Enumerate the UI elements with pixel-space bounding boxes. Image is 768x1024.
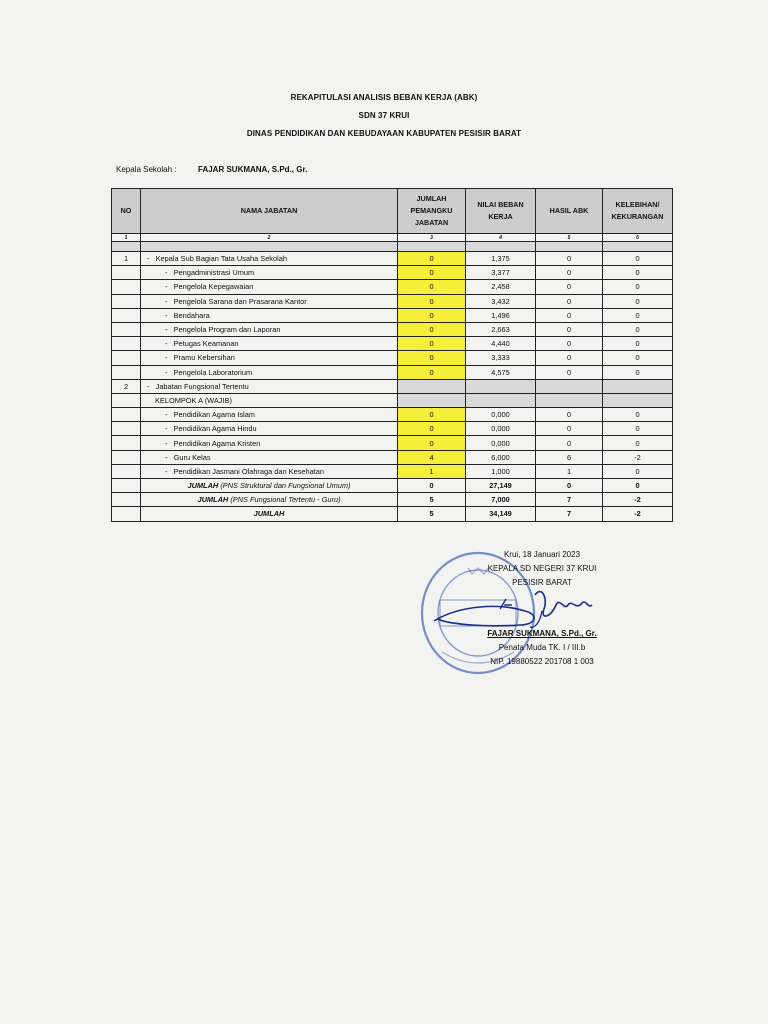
total-hasil: 7 bbox=[536, 493, 603, 507]
row-nilai: 1,496 bbox=[466, 308, 536, 322]
row-nilai: 3,377 bbox=[466, 266, 536, 280]
total-label-text: JUMLAH bbox=[187, 481, 219, 491]
row-number bbox=[112, 422, 141, 436]
row-kelebihan: 0 bbox=[603, 266, 673, 280]
signatory-rank: Penata Muda TK. I / III.b bbox=[498, 643, 586, 652]
total-jumlah: 0 bbox=[398, 479, 466, 493]
row-nilai: 4,575 bbox=[466, 365, 536, 379]
row-hasil: 0 bbox=[536, 308, 603, 322]
row-jumlah: 0 bbox=[398, 408, 466, 422]
row-hasil bbox=[536, 393, 603, 407]
row-hasil: 0 bbox=[536, 294, 603, 308]
row-jumlah: 1 bbox=[398, 464, 466, 478]
row-jumlah: 0 bbox=[398, 266, 466, 280]
document-title: REKAPITULASI ANALISIS BEBAN KERJA (ABK) bbox=[290, 93, 478, 102]
row-jabatan: - Pengelola Program dan Laporan bbox=[141, 322, 398, 336]
table-row bbox=[112, 436, 673, 450]
row-jabatan: - Bendahara bbox=[141, 308, 398, 322]
row-nilai: 3,432 bbox=[466, 294, 536, 308]
total-label bbox=[141, 479, 398, 493]
row-nilai: 0,000 bbox=[466, 422, 536, 436]
table-row bbox=[112, 294, 673, 308]
agency-name: DINAS PENDIDIKAN DAN KEBUDAYAAN KABUPATEN PESISIR BARAT bbox=[246, 129, 522, 138]
row-jabatan: - Kepala Sub Bagian Tata Usaha Sekolah bbox=[141, 252, 398, 266]
total-nilai: 27,149 bbox=[466, 479, 536, 493]
total-label-note: (PNS Fungsional Tertentu - Guru) bbox=[230, 495, 341, 505]
row-jumlah: 4 bbox=[398, 450, 466, 464]
row-hasil: 0 bbox=[536, 280, 603, 294]
table-row bbox=[112, 280, 673, 294]
row-number bbox=[112, 322, 141, 336]
total-label-text: JUMLAH bbox=[253, 509, 285, 519]
row-number: 2 bbox=[112, 379, 141, 393]
row-number bbox=[112, 266, 141, 280]
total-kelebihan: -2 bbox=[603, 507, 673, 521]
row-jumlah: 0 bbox=[398, 337, 466, 351]
table-row bbox=[112, 252, 673, 266]
table-row bbox=[112, 408, 673, 422]
row-number: 1 bbox=[112, 252, 141, 266]
table-row bbox=[112, 365, 673, 379]
total-hasil: 7 bbox=[536, 507, 603, 521]
row-nilai bbox=[466, 379, 536, 393]
row-nilai: 0,000 bbox=[466, 436, 536, 450]
table-row bbox=[112, 464, 673, 478]
signatory-name: FAJAR SUKMANA, S.Pd., Gr. bbox=[487, 629, 597, 638]
signature-role: KEPALA SD NEGERI 37 KRUI bbox=[487, 564, 597, 573]
total-hasil: 0 bbox=[536, 479, 603, 493]
row-jumlah: 0 bbox=[398, 365, 466, 379]
principal-label: Kepala Sekolah : bbox=[116, 165, 177, 174]
row-jumlah: 0 bbox=[398, 436, 466, 450]
table-row bbox=[112, 422, 673, 436]
total-label-text: JUMLAH bbox=[197, 495, 229, 505]
row-number bbox=[112, 308, 141, 322]
row-hasil: 0 bbox=[536, 337, 603, 351]
col-header-nama-jabatan: NAMA JABATAN bbox=[141, 189, 398, 234]
row-hasil: 0 bbox=[536, 408, 603, 422]
row-number bbox=[112, 450, 141, 464]
row-jumlah: 0 bbox=[398, 422, 466, 436]
row-hasil: 0 bbox=[536, 422, 603, 436]
row-hasil: 0 bbox=[536, 351, 603, 365]
row-jumlah: 0 bbox=[398, 351, 466, 365]
row-hasil: 0 bbox=[536, 365, 603, 379]
row-nilai: 1,000 bbox=[466, 464, 536, 478]
table-row bbox=[112, 450, 673, 464]
total-label bbox=[141, 493, 398, 507]
row-kelebihan: 0 bbox=[603, 351, 673, 365]
spacer-row bbox=[112, 242, 673, 252]
principal-name: FAJAR SUKMANA, S.Pd., Gr. bbox=[198, 165, 308, 174]
abk-table bbox=[111, 188, 673, 522]
table-row bbox=[112, 266, 673, 280]
total-blank bbox=[112, 507, 141, 521]
row-jumlah: 0 bbox=[398, 308, 466, 322]
row-kelebihan: 0 bbox=[603, 337, 673, 351]
row-jumlah bbox=[398, 393, 466, 407]
column-index: 2 bbox=[141, 234, 398, 242]
row-hasil: 0 bbox=[536, 436, 603, 450]
row-number bbox=[112, 464, 141, 478]
total-jumlah: 5 bbox=[398, 493, 466, 507]
row-nilai: 4,440 bbox=[466, 337, 536, 351]
row-jabatan: - Pengelola Sarana dan Prasarana Kantor bbox=[141, 294, 398, 308]
signatory-nip: NIP. 19880522 201708 1 003 bbox=[490, 657, 594, 666]
row-kelebihan: 0 bbox=[603, 422, 673, 436]
row-kelebihan bbox=[603, 379, 673, 393]
signature-place: PESISIR BARAT bbox=[512, 578, 572, 587]
row-number bbox=[112, 408, 141, 422]
row-kelebihan: 0 bbox=[603, 252, 673, 266]
row-nilai: 2,458 bbox=[466, 280, 536, 294]
total-blank bbox=[112, 479, 141, 493]
table-row bbox=[112, 308, 673, 322]
row-jabatan: KELOMPOK A (WAJIB) bbox=[141, 393, 398, 407]
column-index: 4 bbox=[466, 234, 536, 242]
row-number bbox=[112, 294, 141, 308]
row-jabatan: - Pengadministrasi Umum bbox=[141, 266, 398, 280]
row-kelebihan: 0 bbox=[603, 408, 673, 422]
total-jumlah: 5 bbox=[398, 507, 466, 521]
table-row bbox=[112, 337, 673, 351]
col-header-nilai: NILAI BEBAN KERJA bbox=[466, 189, 536, 234]
school-name: SDN 37 KRUI bbox=[358, 111, 410, 120]
column-index: 1 bbox=[112, 234, 141, 242]
row-jumlah: 0 bbox=[398, 322, 466, 336]
total-kelebihan: 0 bbox=[603, 479, 673, 493]
col-header-jumlah: JUMLAH PEMANGKU JABATAN bbox=[398, 189, 466, 234]
row-nilai: 6,000 bbox=[466, 450, 536, 464]
row-kelebihan: 0 bbox=[603, 294, 673, 308]
row-jabatan: - Pendidikan Jasmani Olahraga dan Kesehatan bbox=[141, 464, 398, 478]
total-nilai: 34,149 bbox=[466, 507, 536, 521]
signature-date: Krui, 18 Januari 2023 bbox=[503, 550, 581, 559]
row-number bbox=[112, 280, 141, 294]
row-kelebihan: 0 bbox=[603, 464, 673, 478]
row-nilai: 1,375 bbox=[466, 252, 536, 266]
total-row bbox=[112, 507, 673, 521]
row-kelebihan: 0 bbox=[603, 436, 673, 450]
column-index: 6 bbox=[603, 234, 673, 242]
row-jabatan: - Pendidikan Agama Islam bbox=[141, 408, 398, 422]
row-nilai: 2,663 bbox=[466, 322, 536, 336]
total-blank bbox=[112, 493, 141, 507]
total-kelebihan: -2 bbox=[603, 493, 673, 507]
row-jabatan: - Pengelola Laboratorium bbox=[141, 365, 398, 379]
row-kelebihan: 0 bbox=[603, 308, 673, 322]
row-kelebihan: 0 bbox=[603, 322, 673, 336]
table-row bbox=[112, 351, 673, 365]
row-kelebihan bbox=[603, 393, 673, 407]
row-hasil bbox=[536, 379, 603, 393]
col-header-hasil: HASIL ABK bbox=[536, 189, 603, 234]
col-header-no: NO bbox=[112, 189, 141, 234]
row-number bbox=[112, 351, 141, 365]
row-nilai: 3,333 bbox=[466, 351, 536, 365]
row-jabatan: - Pengelola Kepegawaian bbox=[141, 280, 398, 294]
principal-line bbox=[116, 165, 307, 174]
row-number bbox=[112, 337, 141, 351]
row-kelebihan: -2 bbox=[603, 450, 673, 464]
total-row bbox=[112, 479, 673, 493]
total-nilai: 7,000 bbox=[466, 493, 536, 507]
table-header-row bbox=[112, 189, 673, 234]
row-hasil: 0 bbox=[536, 266, 603, 280]
row-hasil: 6 bbox=[536, 450, 603, 464]
row-hasil: 0 bbox=[536, 322, 603, 336]
total-label-note: (PNS Struktural dan Fungsional Umum) bbox=[220, 481, 351, 491]
total-row bbox=[112, 493, 673, 507]
col-header-kelebihan: KELEBIHAN/ KEKURANGAN bbox=[603, 189, 673, 234]
column-index: 3 bbox=[398, 234, 466, 242]
row-kelebihan: 0 bbox=[603, 280, 673, 294]
table-row bbox=[112, 379, 673, 393]
row-hasil: 1 bbox=[536, 464, 603, 478]
row-jabatan: - Pendidikan Agama Hindu bbox=[141, 422, 398, 436]
row-nilai bbox=[466, 393, 536, 407]
row-jumlah: 0 bbox=[398, 280, 466, 294]
row-nilai: 0,000 bbox=[466, 408, 536, 422]
row-hasil: 0 bbox=[536, 252, 603, 266]
row-number bbox=[112, 365, 141, 379]
row-jabatan: - Pendidikan Agama Kristen bbox=[141, 436, 398, 450]
row-jumlah: 0 bbox=[398, 252, 466, 266]
row-jumlah: 0 bbox=[398, 294, 466, 308]
column-index-row bbox=[112, 234, 673, 242]
row-jumlah bbox=[398, 379, 466, 393]
row-jabatan: - Guru Kelas bbox=[141, 450, 398, 464]
row-jabatan: - Pramu Kebersihan bbox=[141, 351, 398, 365]
row-jabatan: - Jabatan Fungsional Tertentu bbox=[141, 379, 398, 393]
row-number bbox=[112, 436, 141, 450]
row-number bbox=[112, 393, 141, 407]
row-kelebihan: 0 bbox=[603, 365, 673, 379]
column-index: 5 bbox=[536, 234, 603, 242]
table-row bbox=[112, 322, 673, 336]
row-jabatan: - Petugas Keamanan bbox=[141, 337, 398, 351]
total-label bbox=[141, 507, 398, 521]
table-row bbox=[112, 393, 673, 407]
